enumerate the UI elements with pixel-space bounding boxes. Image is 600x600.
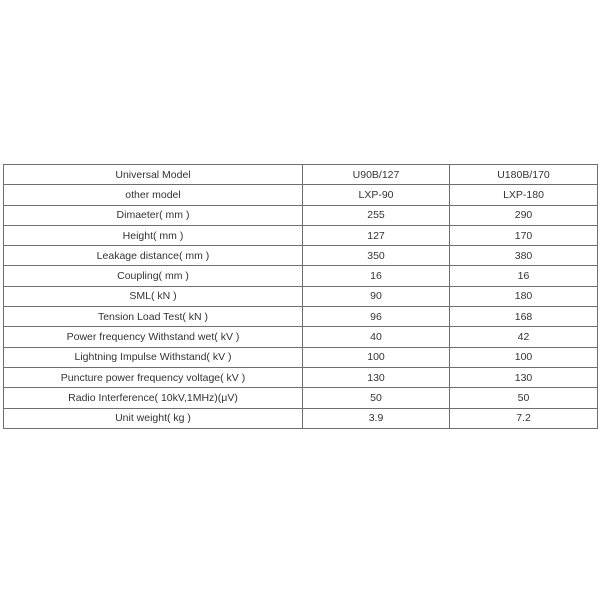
row-value-b: 16 <box>450 266 598 286</box>
row-value-b: 100 <box>450 347 598 367</box>
row-label: SML( kN ) <box>4 286 303 306</box>
row-value-a: 3.9 <box>303 408 450 428</box>
row-value-a: 255 <box>303 205 450 225</box>
row-value-a: 90 <box>303 286 450 306</box>
table-row <box>4 327 598 347</box>
row-label: Unit weight( kg ) <box>4 408 303 428</box>
row-value-b: 380 <box>450 246 598 266</box>
row-value-b: LXP-180 <box>450 185 598 205</box>
row-value-b: 130 <box>450 367 598 387</box>
row-value-b: 7.2 <box>450 408 598 428</box>
table-row <box>4 408 598 428</box>
row-value-a: 130 <box>303 367 450 387</box>
row-label: Dimaeter( mm ) <box>4 205 303 225</box>
row-value-b: 50 <box>450 388 598 408</box>
row-value-a: 127 <box>303 225 450 245</box>
row-label: Height( mm ) <box>4 225 303 245</box>
row-value-a: 100 <box>303 347 450 367</box>
row-label: Lightning Impulse Withstand( kV ) <box>4 347 303 367</box>
row-label: Power frequency Withstand wet( kV ) <box>4 327 303 347</box>
row-label: Radio Interference( 10kV,1MHz)(μV) <box>4 388 303 408</box>
row-value-b: 290 <box>450 205 598 225</box>
row-value-b: 168 <box>450 307 598 327</box>
row-value-b: 42 <box>450 327 598 347</box>
table-row <box>4 205 598 225</box>
row-value-b: 170 <box>450 225 598 245</box>
table-header-row <box>4 165 598 185</box>
table-row <box>4 347 598 367</box>
table-row <box>4 266 598 286</box>
row-label: other model <box>4 185 303 205</box>
table-row <box>4 286 598 306</box>
table-row <box>4 307 598 327</box>
table-row <box>4 367 598 387</box>
row-label: Leakage distance( mm ) <box>4 246 303 266</box>
row-value-a: 40 <box>303 327 450 347</box>
table-row <box>4 225 598 245</box>
table-row <box>4 388 598 408</box>
row-value-a: 16 <box>303 266 450 286</box>
row-value-a: 50 <box>303 388 450 408</box>
table-row <box>4 246 598 266</box>
header-label-cell: Universal Model <box>4 165 303 185</box>
row-value-a: 350 <box>303 246 450 266</box>
row-label: Puncture power frequency voltage( kV ) <box>4 367 303 387</box>
row-label: Coupling( mm ) <box>4 266 303 286</box>
header-model-a-cell: U90B/127 <box>303 165 450 185</box>
header-model-b-cell: U180B/170 <box>450 165 598 185</box>
row-value-a: 96 <box>303 307 450 327</box>
row-label: Tension Load Test( kN ) <box>4 307 303 327</box>
row-value-a: LXP-90 <box>303 185 450 205</box>
row-value-b: 180 <box>450 286 598 306</box>
table-row <box>4 185 598 205</box>
spec-table <box>3 164 598 429</box>
